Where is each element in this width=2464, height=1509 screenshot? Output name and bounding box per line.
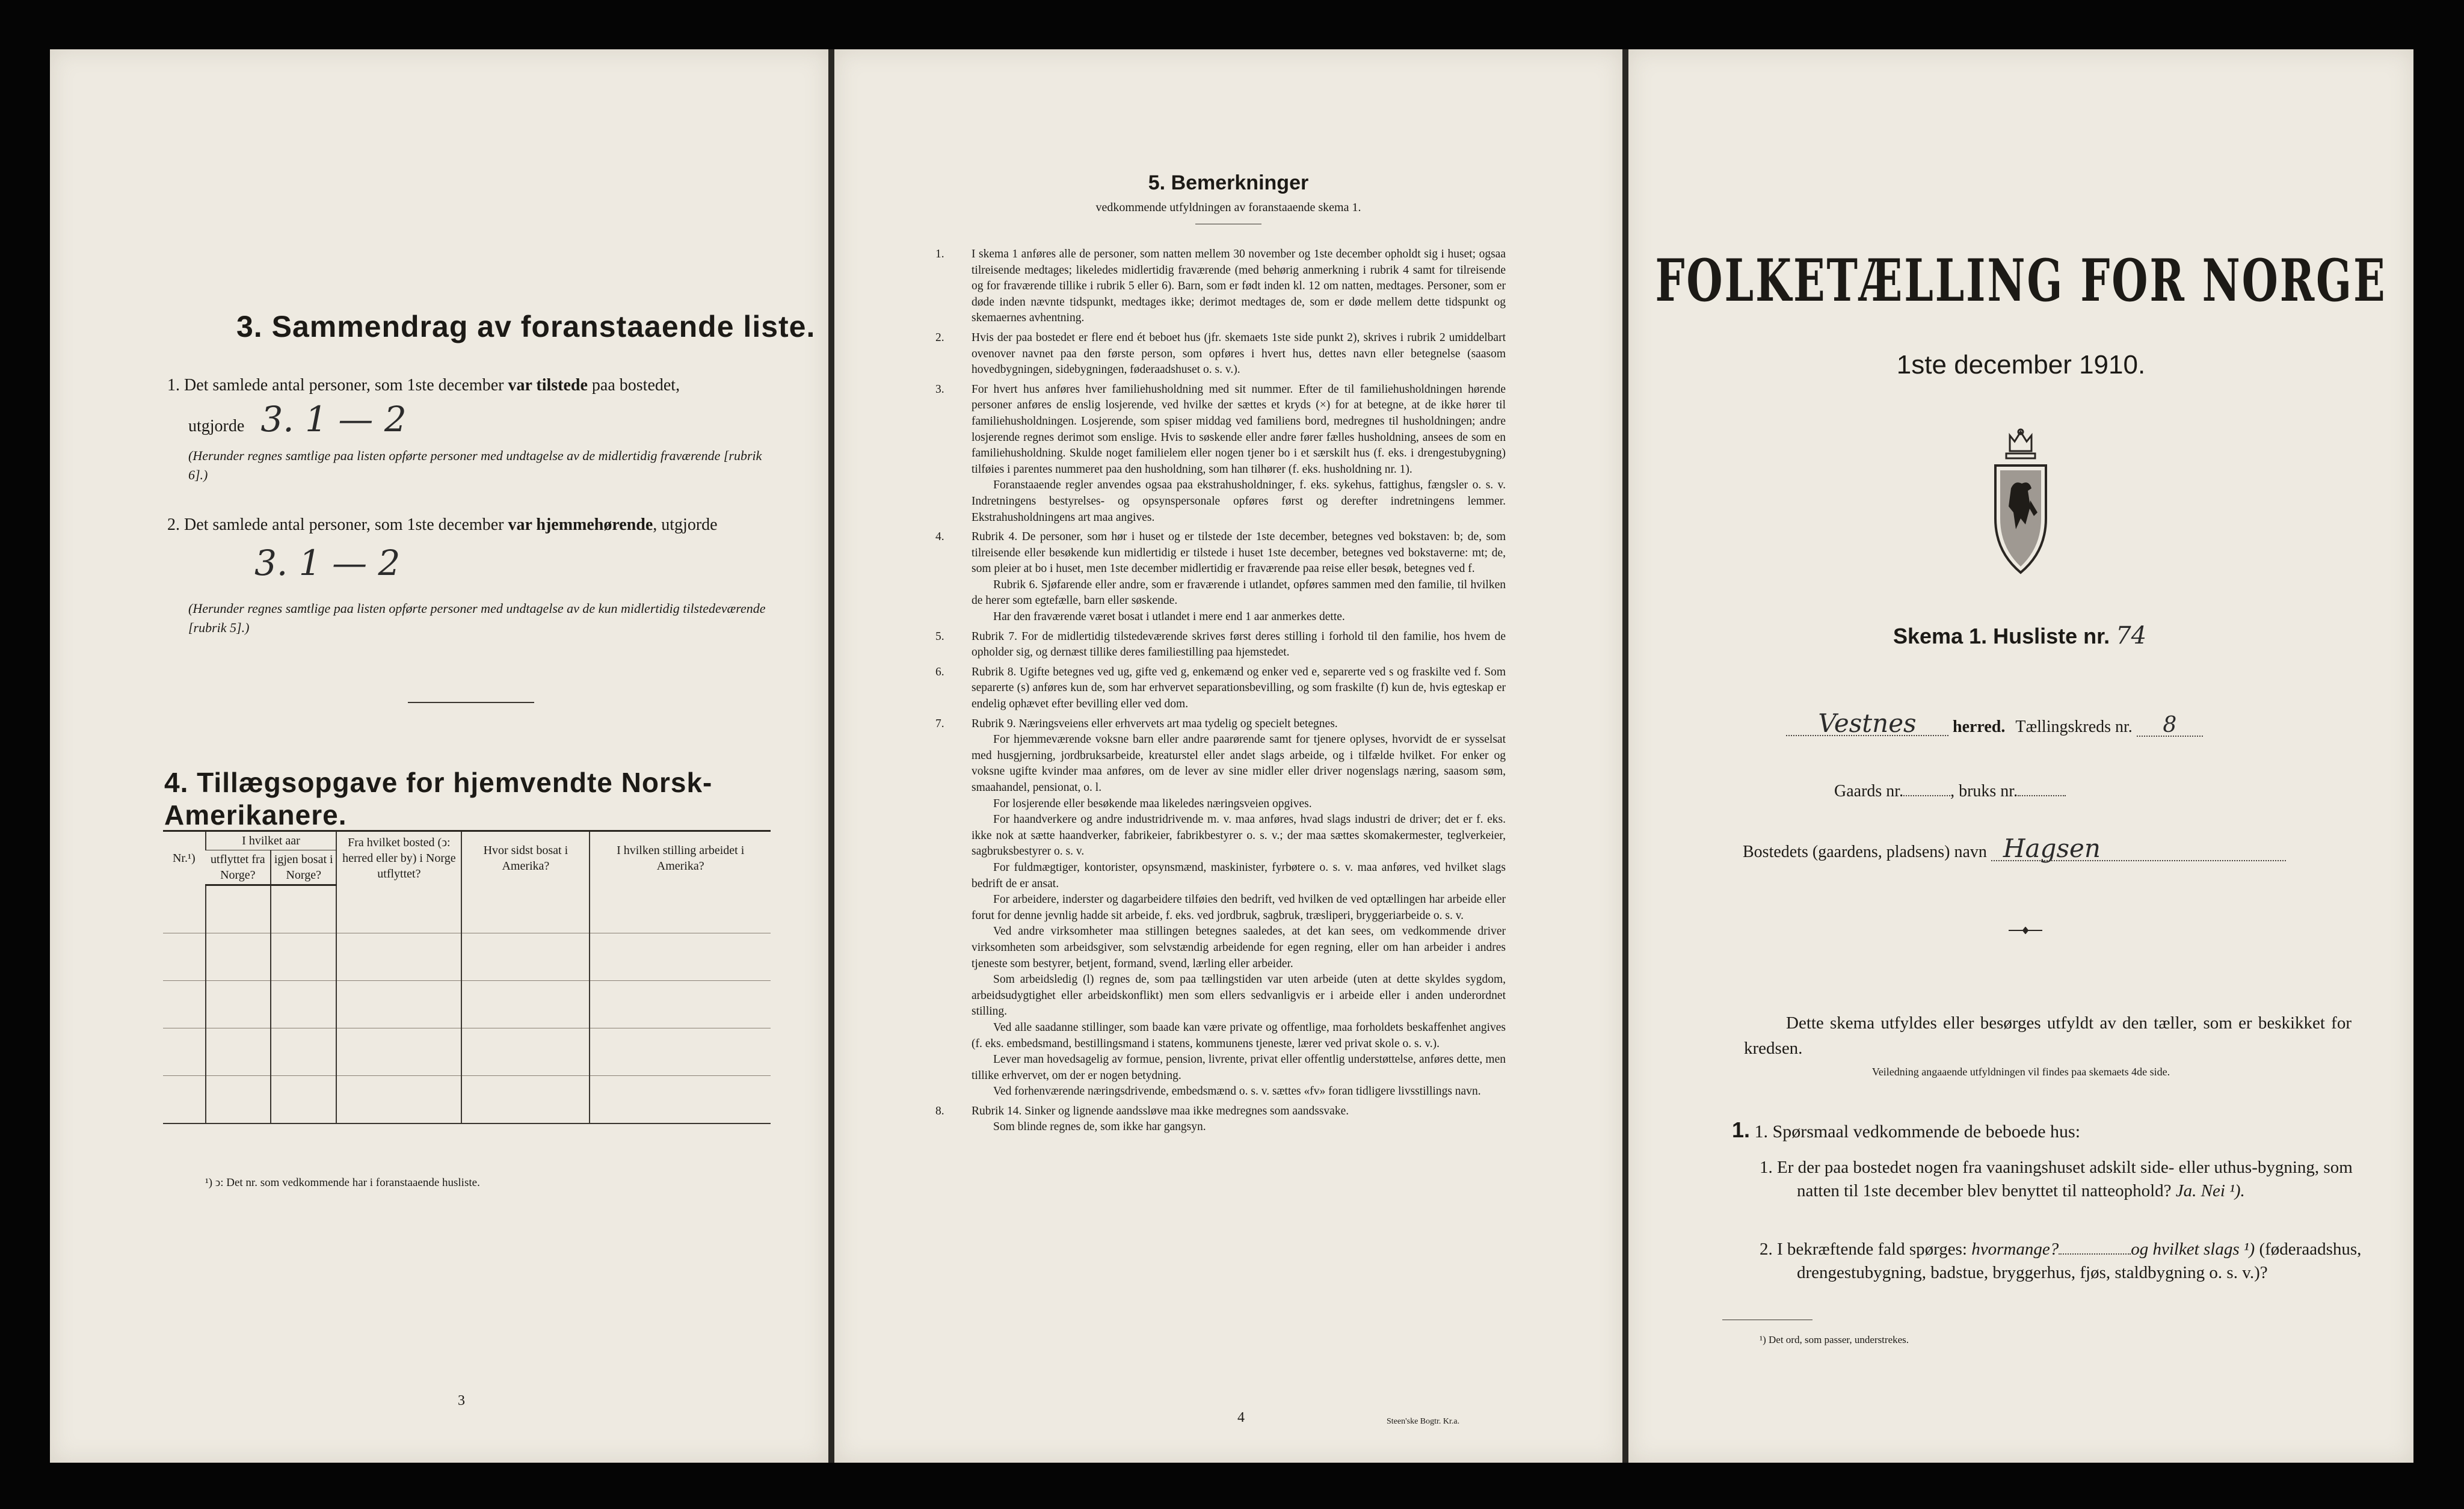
- note-number: 6.: [935, 665, 944, 678]
- page-number-left: 3: [458, 1393, 465, 1409]
- note-number: 2.: [935, 331, 944, 344]
- question-2-italic: hvormange?: [1971, 1240, 2059, 1259]
- question-2-text: 2. I bekræftende fald spørges:: [1760, 1240, 1967, 1259]
- middle-page: [834, 49, 1622, 1463]
- table-row: [163, 933, 771, 981]
- note-text: Foranstaaende regler anvendes ogsaa paa ekstrahusholdninger, f. eks. sykehus, fattighus, fængsler o. s. v. Indretningens bestyrelses- og opsynspersonale opføres først og derefter indretningens lemmer. Ekstrahusholdningens art maa angives.: [972, 479, 1506, 524]
- note-text: I skema 1 anføres alle de personer, som natten mellem 30 november og 1ste december opholdt sig i huset; ogsaa tilreisende medtages; likeledes midlertidig fraværende (med behørig anmerkning i rubrik 4 samt for tilreisende og for fraværende tillike i rubrik 5 eller 6). Barn, som er født inden kl. 12 om natten, medtages. Personer, som er døde inden nævnte tidspunkt, medtages ikke; derimot medtages de, som er døde mellem dette tidspunkt og skemaernes avhentning.: [972, 248, 1506, 325]
- notes-list: [935, 243, 1506, 1136]
- summary-item-1-text: 1. Det samlede antal personer, som 1ste december: [167, 376, 504, 395]
- note-text: Som blinde regnes de, som ikke har gangsyn.: [993, 1120, 1206, 1134]
- notes-subheading: vedkommende utfyldningen av foranstaaende skema 1.: [1095, 201, 1361, 214]
- note-paragraph: [935, 665, 1506, 713]
- question-1-answer: Ja. Nei ¹).: [2175, 1181, 2245, 1200]
- note-text: Lever man hovedsagelig av formue, pension, livrente, privat eller offentlig understøttelse, anføres dette, men tillike erhvervet, om der er nogen betydning.: [972, 1053, 1506, 1082]
- note-paragraph: [953, 972, 1506, 1020]
- herred-line: [1786, 708, 2388, 738]
- note-paragraph: [935, 382, 1506, 478]
- summary-item-2-text-end: , utgjorde: [653, 515, 718, 534]
- note-text: For arbeidere, inderster og dagarbeidere tilføies den bedrift, ved hvilken de ved optællingen har arbeide eller forut for denne jevnlig hadde sit arbeide, f. eks. ved jordbruk, sagbruk, træsliperi, bryggeriarbeide o. s. v.: [972, 893, 1506, 922]
- note-text: For fuldmægtiger, kontorister, opsynsmænd, maskinister, fyrbøtere o. s. v. maa anføres, ved hvilket slags bedrift de er ansat.: [972, 861, 1506, 890]
- note-paragraph: [935, 529, 1506, 577]
- questions-heading: 1. 1. Spørsmaal vedkommende de beboede hus:: [1732, 1117, 2081, 1142]
- questions-heading-text: 1. Spørsmaal vedkommende de beboede hus:: [1754, 1122, 2081, 1142]
- census-title: FOLKETÆLLING FOR NORGE: [1655, 247, 2387, 315]
- note-paragraph: [953, 892, 1506, 924]
- note-text: Ved alle saadanne stillinger, som baade kan være private og offentlige, maa forholdets beskaffenhet angives (f. eks. embedsmand, bestillingsmand i statens, kommunens tjeneste, lærer ved privat skole o. s. v.).: [972, 1021, 1506, 1050]
- bruks-number: [2018, 795, 2066, 796]
- note-paragraph: [953, 1119, 1506, 1136]
- summary-item-1-handwritten: 3. 1 — 2: [260, 399, 407, 440]
- summary-item-1: [167, 373, 781, 398]
- notes-heading: 5. Bemerkninger: [1148, 171, 1309, 194]
- note-text: For hvert hus anføres hver familiehusholdning med sit nummer. Efter de til familiehusholdningen hørende personer anføres de enslig losjerende, ved hvilke der sættes et kryds (×) for at betegne, at de ikke hører til familiehusholdningen. Losjerende, som spiser middag ved familiens bord, medregnes til husholdningen; andre losjerende regnes derimot som enslige. Hvis to søskende eller andre fører fælles husholdning, ansees de som en familiehusholdning. Skulde noget familielem eller nogen tjener bo i et særskilt hus (f. eks. i drengestubygning) tilføies i parentes nummeret paa den husholdning, som han tilhører (f. eks. husholdning nr. 1).: [972, 383, 1506, 476]
- note-paragraph: [935, 1104, 1506, 1120]
- left-page: [50, 49, 828, 1463]
- note-text: Rubrik 9. Næringsveiens eller erhvervets art maa tydelig og specielt betegnes.: [972, 717, 1338, 730]
- note-text: Rubrik 14. Sinker og lignende aandssløve maa ikke medregnes som aandssvake.: [972, 1104, 1349, 1117]
- intro-text: Dette skema utfyldes eller besørges utfyldt av den tæller, som er beskikket for kredsen.: [1744, 1013, 2352, 1058]
- col-utflyttet: utflyttet fra Norge?: [206, 850, 271, 885]
- note-number: 1.: [935, 248, 944, 260]
- right-footnote: ¹) Det ord, som passer, understrekes.: [1760, 1334, 1909, 1345]
- col-nr: Nr.¹): [163, 831, 206, 885]
- section-divider: [408, 702, 534, 703]
- gaards-label: Gaards nr.: [1834, 782, 1904, 801]
- note-text: Rubrik 4. De personer, som hør i huset og er tilstede der 1ste december, betegnes ved bokstaven: b; de, som tilreisende eller besøkende kun midlertidig er tilstede i huset 1ste december, betegnes ved bokstaverne: mt; de, som pleier at bo i huset, men 1ste december midlertidig er fraværende paa reise eller besøk, betegnes ved f.: [972, 530, 1506, 576]
- summary-item-1-bold: var tilstede: [508, 376, 588, 395]
- note-paragraph: [935, 330, 1506, 378]
- note-text: Ved andre virksomheter maa stillingen betegnes saaledes, at det kan sees, om vedkommende driver virksomheten som arbeidsgiver, som selvstændig arbeidende for egen regning, eller om han arbeider i andres tjeneste som bestyrer, betjent, formand, svend, lærling eller arbeider.: [972, 925, 1506, 970]
- gaards-number: [1903, 795, 1950, 796]
- bosted-label: Bostedets (gaardens, pladsens) navn: [1743, 843, 1987, 861]
- table-row: [163, 1076, 771, 1124]
- summary-item-1-utgjorde: utgjorde: [188, 417, 245, 435]
- note-text: Hvis der paa bostedet er flere end ét beboet hus (jfr. skemaets 1ste side punkt 2), skrives i rubrik 2 umiddelbart ovenover navnet paa den første person, som opføres i hvert hus, dettes navn eller betegnelse (saasom hovedbygningen, sidebygningen, føderaadshuset o. s. v.).: [972, 331, 1506, 376]
- tillaeg-heading: 4. Tillægsopgave for hjemvendte Norsk-Amerikanere.: [164, 767, 713, 831]
- title-wrapper: [1628, 247, 2413, 315]
- question-2: [1760, 1238, 2398, 1285]
- summary-item-1-text-end: paa bostedet,: [591, 376, 680, 395]
- summary-heading: 3. Sammendrag av foranstaaende liste.: [236, 310, 816, 343]
- note-number: 3.: [935, 383, 944, 396]
- col-group-aar: I hvilket aar: [206, 831, 337, 850]
- note-text: Rubrik 8. Ugifte betegnes ved ug, gifte ved g, enkemænd og enker ved e, separerte ved s og fraskilte ved f. Som separerte (s) anføres kun de, som har erhvervet separationsbevilling, og som fraskilte (f) kun de, hvis egteskap er endelig ophævet efter bevilling eller ved dom.: [972, 665, 1506, 711]
- note-number: 4.: [935, 530, 944, 544]
- table-footnote: ¹) ↄ: Det nr. som vedkommende har i foranstaaende husliste.: [205, 1176, 480, 1189]
- summary-item-2: [167, 512, 781, 538]
- gaards-line: [1834, 782, 2066, 801]
- note-number: 8.: [935, 1104, 944, 1117]
- kreds-number: 8: [2137, 715, 2203, 737]
- summary-item-2-handwritten: 3. 1 — 2: [254, 542, 401, 583]
- col-herred: Fra hvilket bosted (ↄ: herred eller by) i Norge utflyttet?: [336, 831, 461, 885]
- note-paragraph: [953, 609, 1506, 625]
- summary-item-2-note: (Herunder regnes samtlige paa listen opførte personer med undtagelse av de kun midlertidig tilstedeværende [rubrik 5].): [188, 601, 766, 635]
- kreds-label: Tællingskreds nr.: [2015, 718, 2133, 736]
- question-2-kind: og hvilket slags ¹): [2131, 1240, 2255, 1259]
- skema-label: Skema 1. Husliste nr.: [1893, 624, 2110, 648]
- question-1: [1760, 1156, 2398, 1203]
- printer-imprint: Steen'ske Bogtr. Kr.a.: [1387, 1417, 1460, 1426]
- note-paragraph: [953, 860, 1506, 892]
- col-sidst-bosat: Hvor sidst bosat i Amerika?: [461, 831, 590, 885]
- note-paragraph: [953, 812, 1506, 860]
- page-gap: [828, 49, 834, 1463]
- note-paragraph: [953, 1052, 1506, 1084]
- table-row: [163, 1028, 771, 1076]
- note-number: 5.: [935, 630, 944, 643]
- note-text: Ved forhenværende næringsdrivende, embedsmænd o. s. v. sættes «fv» foran tidligere livsstillings navn.: [993, 1085, 1481, 1098]
- herred-label: herred.: [1953, 718, 2006, 736]
- note-text: For hjemmeværende voksne barn eller andre paarørende samt for tjenere oplyses, hvorvidt de er sysselsat med husgjerning, jordbruksarbeide, kreaturstel eller andet slags arbeide, og i tilfælde hvilket. For enker og voksne ugifte kvinder maa anføres, om de lever av sine midler eller driver nogenslags næring, saasom søm, smaahandel, pensionat, o. l.: [972, 733, 1506, 794]
- table-row: [163, 981, 771, 1028]
- coat-of-arms-icon: [1979, 428, 2063, 579]
- bosted-name: Hagsen: [1991, 837, 2286, 861]
- question-2-examples: (føderaadshus, drengestubygning, badstue, bryggerhus, fjøs, staldbygning o. s. v.)?: [1797, 1240, 2362, 1282]
- norsk-amerikanere-table: [163, 830, 771, 1124]
- col-stilling: I hvilken stilling arbeidet i Amerika?: [590, 831, 771, 885]
- right-page: [1628, 49, 2413, 1463]
- note-paragraph: [953, 924, 1506, 972]
- col-igjen-bosat: igjen bosat i Norge?: [271, 850, 336, 885]
- note-paragraph: [953, 1084, 1506, 1100]
- veiledning-text: Veiledning angaaende utfyldningen vil findes paa skemaets 4de side.: [1871, 1066, 2170, 1078]
- bosted-line: [1743, 834, 2350, 863]
- note-paragraph: [953, 796, 1506, 813]
- note-text: Rubrik 6. Sjøfarende eller andre, som er fraværende i utlandet, opføres sammen med den familie, til hvilken de herer som egtefælle, barn eller søskende.: [972, 578, 1506, 607]
- bruks-label: , bruks nr.: [1950, 782, 2018, 801]
- question-1-text: 1. Er der paa bostedet nogen fra vaaningshuset adskilt side- eller uthus-bygning, som natten til 1ste december blev benyttet til natteophold?: [1760, 1158, 2353, 1200]
- summary-item-1-line: [188, 399, 407, 440]
- note-text: Har den fraværende været bosat i utlandet i mere end 1 aar anmerkes dette.: [993, 610, 1345, 624]
- note-text: For haandverkere og andre industridrivende m. v. maa anføres, hvad slags industri de driver; det er f. eks. ikke nok at sætte haandverker, fabrikeier, fabrikbestyrer o. s. v.; der maa sættes skomakermester, teglverkeier, sagbruksbestyrer o. s. v.: [972, 813, 1506, 858]
- note-text: Rubrik 7. For de midlertidig tilstedeværende skrives først deres stilling i forhold til den familie, hos hvem de opholder sig, og dernæst tillike deres familiestilling paa hjemstedet.: [972, 630, 1506, 659]
- summary-item-1-note: (Herunder regnes samtlige paa listen opførte personer med undtagelse av de midlertidig fraværende [rubrik 6].): [188, 448, 762, 482]
- note-paragraph: [953, 732, 1506, 796]
- page-number-middle: 4: [1237, 1410, 1245, 1425]
- note-paragraph: [953, 478, 1506, 526]
- husliste-number: 74: [2116, 622, 2147, 650]
- note-paragraph: [935, 629, 1506, 661]
- note-text: Som arbeidsledig (l) regnes de, som paa tællingstiden var uten arbeide (uten at dette skyldes sygdom, arbeidsudygtighet eller arbeidskonflikt) men som ellers sedvanligvis er i arbeide eller i anden underordnet stilling.: [972, 973, 1506, 1018]
- ornament-icon: [2007, 926, 2044, 933]
- note-paragraph: [935, 247, 1506, 327]
- note-paragraph: [953, 577, 1506, 609]
- summary-item-2-text: 2. Det samlede antal personer, som 1ste december: [167, 515, 504, 534]
- page-gap: [1622, 49, 1628, 1463]
- note-paragraph: [935, 716, 1506, 733]
- note-text: For losjerende eller besøkende maa likeledes næringsveien opgives.: [993, 797, 1312, 810]
- herred-name: Vestnes: [1786, 712, 1948, 736]
- summary-item-2-bold: var hjemmehørende: [508, 515, 653, 534]
- note-number: 7.: [935, 717, 944, 730]
- note-paragraph: [953, 1020, 1506, 1052]
- skema-line: [1893, 622, 2146, 650]
- table-row: [163, 885, 771, 933]
- census-date: 1ste december 1910.: [1896, 350, 2146, 380]
